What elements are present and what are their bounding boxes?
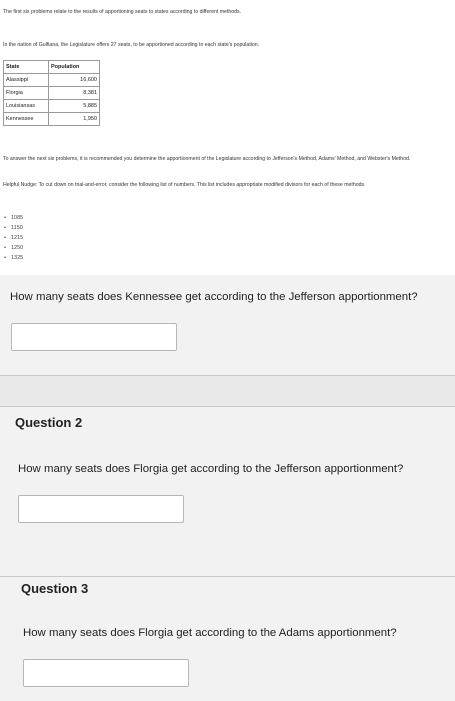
table-row <box>4 100 100 113</box>
table-row <box>4 113 100 126</box>
question-3-prompt: How many seats does Florgia get according to the Adams apportionment? <box>23 627 397 639</box>
table-cell-state: Louisiansas <box>4 100 49 113</box>
population-table <box>3 60 100 126</box>
table-cell-population: 5,885 <box>49 100 100 113</box>
divisor-value: 1250 <box>11 245 24 251</box>
question-3-answer-input[interactable] <box>23 659 189 687</box>
table-cell-population: 1,950 <box>49 113 100 126</box>
table-cell-population: 8,381 <box>49 87 100 100</box>
table-header-row <box>4 61 100 74</box>
list-item: • 1085 <box>4 215 24 221</box>
table-cell-state: Kennessee <box>4 113 49 126</box>
question-1-answer-input[interactable] <box>11 323 177 351</box>
question-2-answer-input[interactable] <box>18 495 184 523</box>
list-item: • 1150 <box>4 225 23 231</box>
divisor-value: 1150 <box>11 225 23 231</box>
divider <box>0 375 455 376</box>
divisor-value: 1325 <box>11 255 24 261</box>
table-cell-state: Alassippi <box>4 74 49 87</box>
divisor-value: 1085 <box>11 215 24 221</box>
question-2-title: Question 2 <box>15 415 83 430</box>
list-item: • 1250 <box>4 245 24 251</box>
divisor-list <box>4 213 23 263</box>
list-item: • 1215 <box>4 235 24 241</box>
divisor-value: 1215 <box>11 235 24 241</box>
question-3-card <box>0 576 455 701</box>
nudge-text: Helpful Nudge: To cut down on trial-and-error, consider the following list of numbers. This list includes appropriate modified divisors for each of these methods. <box>3 182 366 188</box>
question-1-prompt: How many seats does Kennessee get according to the Jefferson apportionment? <box>10 291 418 303</box>
question-3-title: Question 3 <box>21 581 89 596</box>
intro-card <box>0 0 455 275</box>
table-row <box>4 87 100 100</box>
table-cell-population: 16,600 <box>49 74 100 87</box>
list-item: • 1325 <box>4 255 24 261</box>
question-2-card <box>0 406 455 577</box>
table-cell-state: Florgia <box>4 87 49 100</box>
question-1-card <box>0 275 455 375</box>
intro-line-1: The first six problems relate to the results of apportioning seats to states according to different methods. <box>3 9 242 15</box>
intro-line-2: In the nation of Gulfiana, the Legislature offers 27 seats, to be apportioned according to each state's population. <box>3 42 260 48</box>
table-header-population: Population <box>49 61 100 74</box>
instructions-text: To answer the next six problems, it is recommended you determine the apportionment of the Legislature according to Jefferson's Method, Adams' Method, and Webster's Method. <box>3 156 411 162</box>
table-header-state: State <box>4 61 49 74</box>
table-row <box>4 74 100 87</box>
question-2-prompt: How many seats does Florgia get according to the Jefferson apportionment? <box>18 463 404 475</box>
